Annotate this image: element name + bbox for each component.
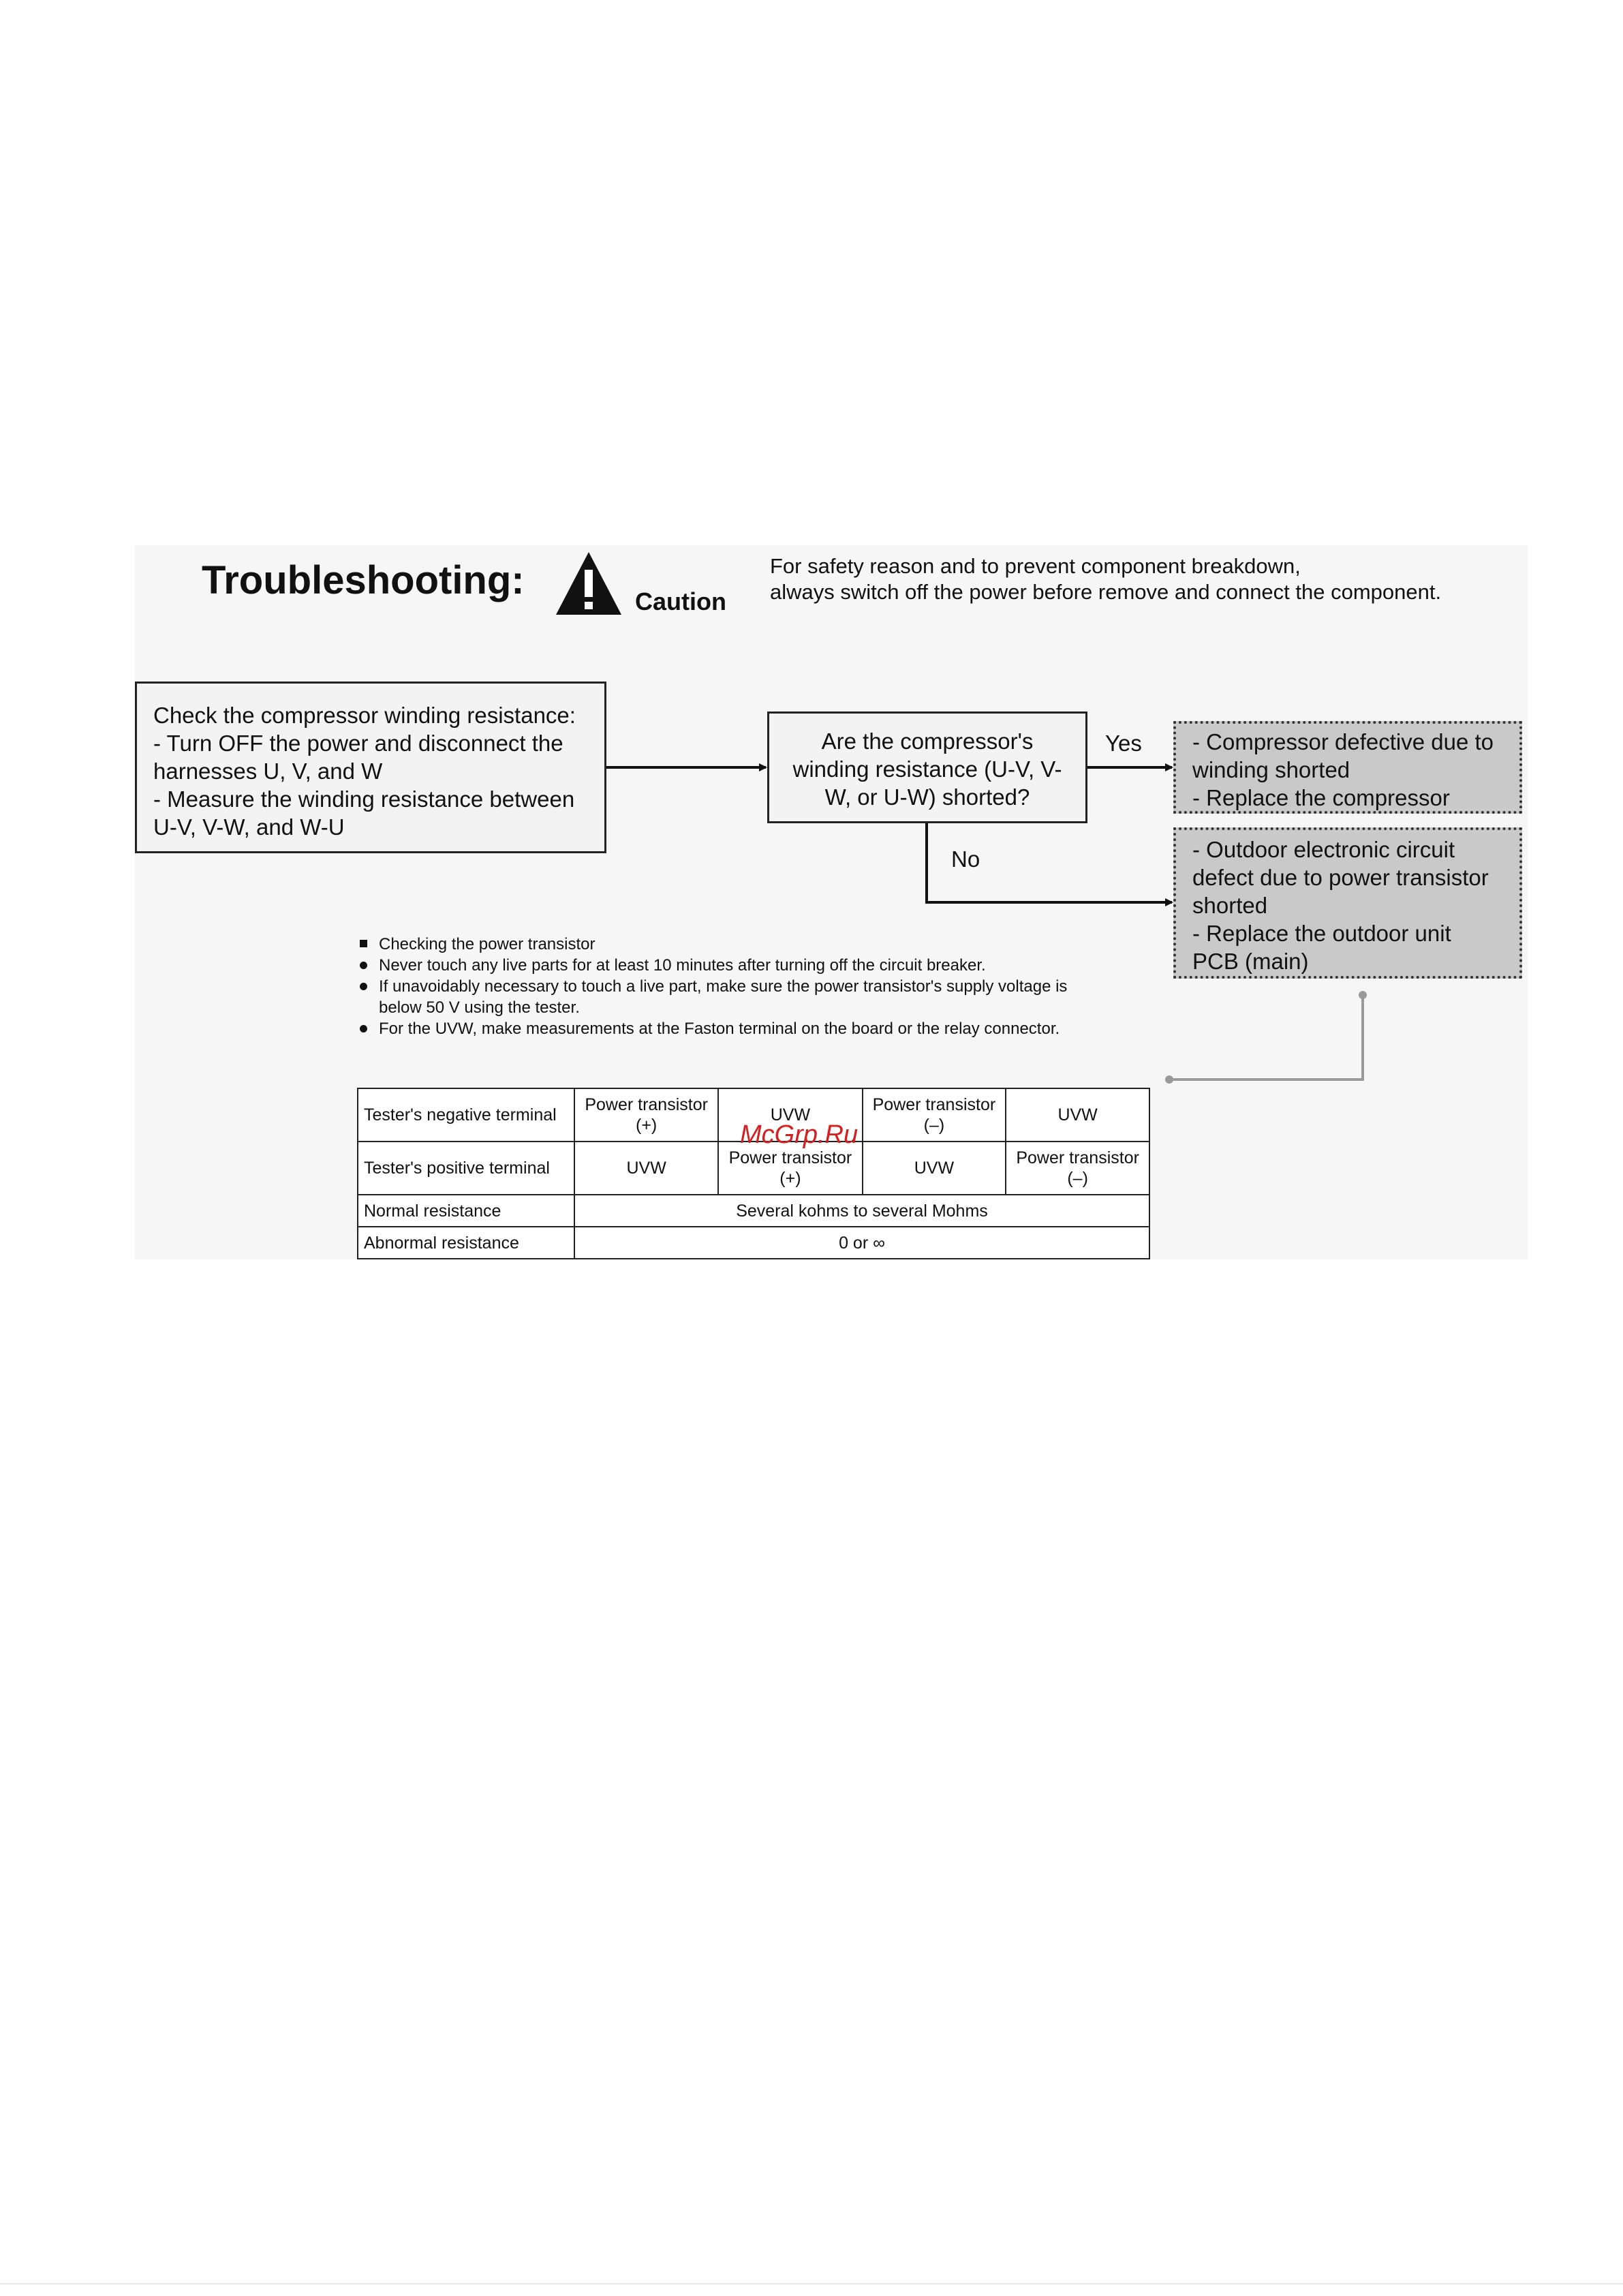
check-line: Check the compressor winding resistance: — [153, 703, 576, 728]
checklist-item: Never touch any live parts for at least 10 minutes after turning off the circuit breaker. — [360, 955, 1075, 976]
result-line: defect due to power transistor — [1192, 865, 1489, 890]
dot-bullet-icon — [360, 962, 367, 969]
no-result-box — [1173, 827, 1522, 979]
checklist-item: For the UVW, make measurements at the Faston terminal on the board or the relay connector. — [360, 1018, 1075, 1039]
table-cell: Power transistor (–) — [863, 1088, 1006, 1142]
question-line: Are the compressor's — [821, 729, 1034, 754]
table-cell: Power transistor (+) — [574, 1088, 718, 1142]
table-cell: UVW — [574, 1142, 718, 1195]
check-line: - Turn OFF the power and disconnect the — [153, 731, 563, 756]
power-transistor-checklist — [360, 934, 1075, 1039]
table-cell: UVW — [863, 1142, 1006, 1195]
table-cell: Power transistor (+) — [718, 1142, 862, 1195]
row-label: Abnormal resistance — [358, 1227, 574, 1259]
question-line: winding resistance (U-V, V- — [792, 756, 1062, 782]
row-label: Tester's negative terminal — [358, 1088, 574, 1142]
result-line: winding shorted — [1192, 757, 1350, 782]
table-cell: UVW — [718, 1088, 862, 1142]
row-label: Tester's positive terminal — [358, 1142, 574, 1195]
table-cell: UVW — [1006, 1088, 1149, 1142]
result-line: PCB (main) — [1192, 949, 1309, 974]
row-label: Normal resistance — [358, 1195, 574, 1227]
checklist-item: If unavoidably necessary to touch a live part, make sure the power transistor's supply voltage is below 50 V using the tester. — [360, 976, 1075, 1018]
table-row — [358, 1195, 1149, 1227]
check-line: U-V, V-W, and W-U — [153, 814, 345, 840]
reference-connector — [1169, 996, 1363, 1080]
dot-bullet-icon — [360, 983, 367, 990]
result-line: - Outdoor electronic circuit — [1192, 837, 1455, 862]
result-line: - Replace the compressor — [1192, 785, 1450, 810]
page-footer-rule — [0, 2283, 1623, 2284]
page-title: Troubleshooting: — [202, 558, 525, 602]
no-label: No — [951, 846, 980, 872]
square-bullet-icon — [360, 940, 367, 947]
check-winding-box — [135, 682, 606, 853]
table-cell: Power transistor (–) — [1006, 1142, 1149, 1195]
yes-result-box — [1173, 721, 1522, 814]
result-line: shorted — [1192, 893, 1268, 918]
result-line: - Replace the outdoor unit — [1192, 921, 1451, 946]
check-line: harnesses U, V, and W — [153, 759, 383, 784]
safety-note-line: always switch off the power before remove and connect the component. — [770, 580, 1442, 604]
safety-note-line: For safety reason and to prevent component breakdown, — [770, 554, 1301, 578]
check-line: - Measure the winding resistance between — [153, 786, 575, 812]
caution-label: Caution — [635, 587, 726, 615]
table-cell: Several kohms to several Mohms — [574, 1195, 1149, 1227]
dot-bullet-icon — [360, 1025, 367, 1032]
table-cell: 0 or ∞ — [574, 1227, 1149, 1259]
watermark: McGrp.Ru — [740, 1120, 859, 1149]
checklist-heading: Checking the power transistor — [360, 934, 1075, 955]
resistance-table — [357, 1088, 1150, 1259]
question-box — [767, 711, 1087, 823]
table-row — [358, 1227, 1149, 1259]
yes-label: Yes — [1105, 731, 1142, 756]
question-line: W, or U-W) shorted? — [824, 784, 1030, 810]
result-line: - Compressor defective due to — [1192, 729, 1494, 754]
